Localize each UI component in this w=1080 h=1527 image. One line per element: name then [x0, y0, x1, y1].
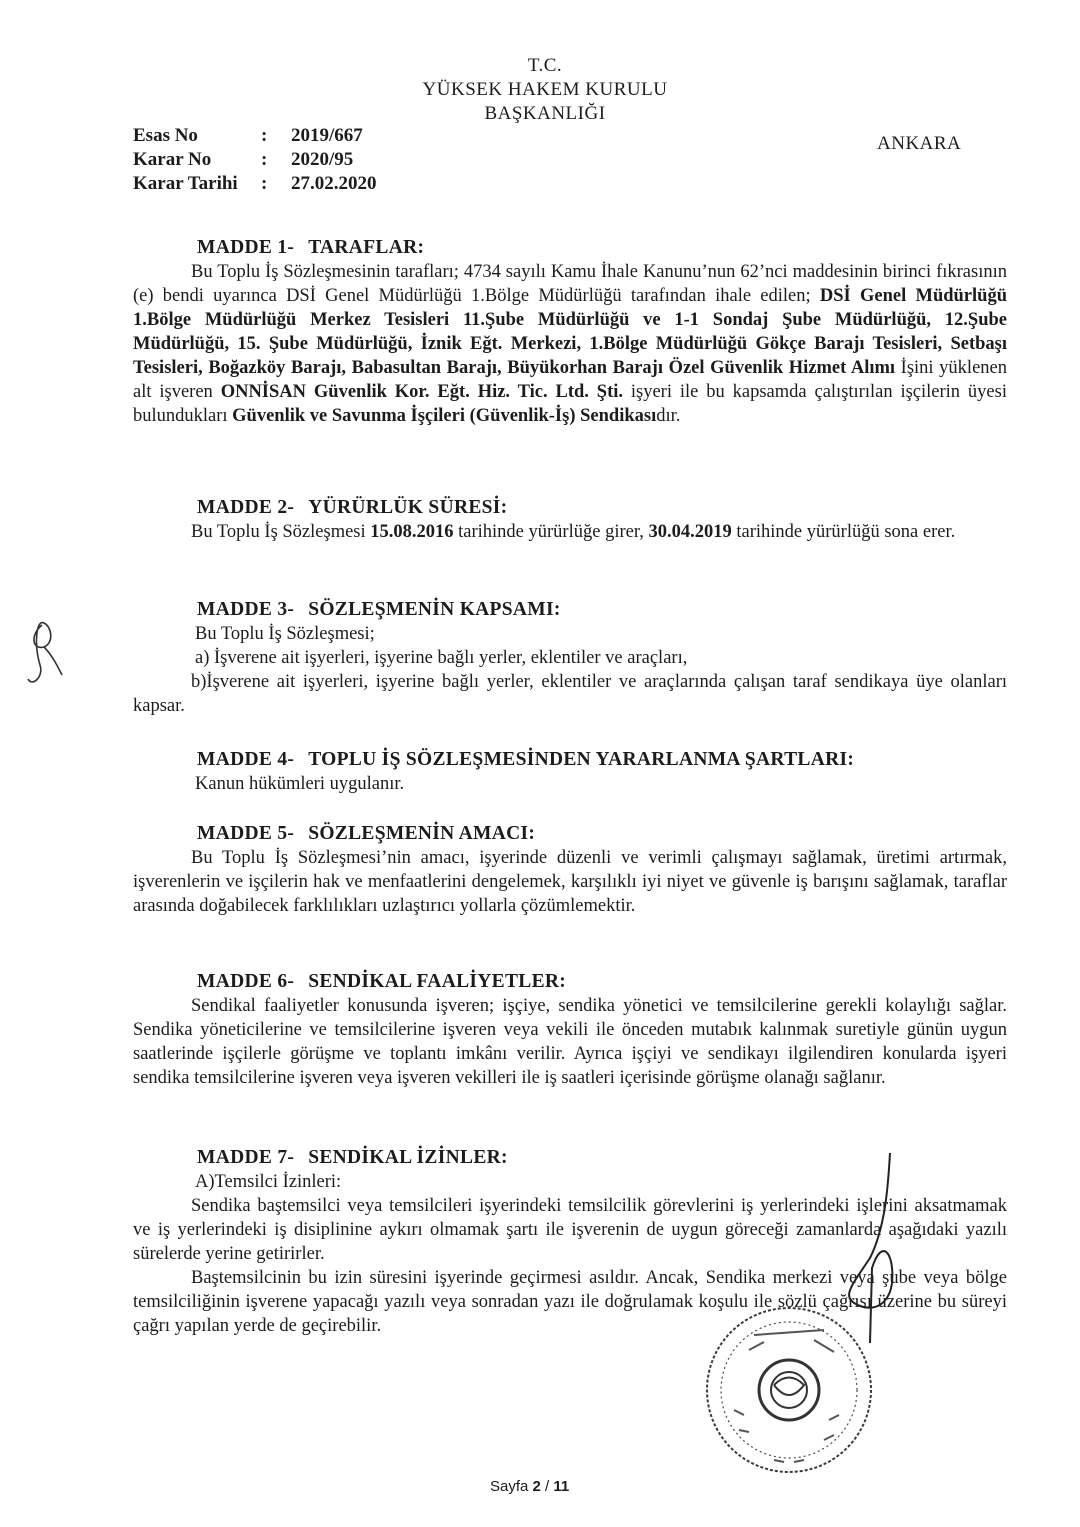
article-number: MADDE 1- — [197, 237, 295, 258]
header-office: BAŞKANLIĞI — [484, 103, 606, 124]
karar-label: Karar No — [133, 149, 212, 170]
article-paragraph: Baştemsilcinin bu izin süresini işyerinde geçirmesi asıldır. Ancak, Sendika merkezi veya şube veya bölge temsilciliğinin işverene yapacağı yazılı veya sonradan yazı ile doğrulamak koşulu ile sözlü çağrısı üzerine bu süreyi çağrı yapılan yerde de geçirebilir. — [133, 1268, 1007, 1336]
official-stamp-icon — [694, 1290, 884, 1490]
article-title: SENDİKAL İZİNLER: — [308, 1147, 508, 1168]
colon: : — [261, 125, 268, 146]
colon: : — [261, 149, 268, 170]
page-number: Sayfa 2 / 11 — [490, 1478, 570, 1495]
article-paragraph: A)Temsilci İzinleri: — [195, 1172, 342, 1192]
article-6 — [133, 970, 1007, 1090]
article-paragraph: Bu Toplu İş Sözleşmesi 15.08.2016 tarihinde yürürlüğe girer, 30.04.2019 tarihinde yürürlüğü sona erer. — [191, 522, 956, 542]
article-paragraph: Bu Toplu İş Sözleşmesinin tarafları; 4734 sayılı Kamu İhale Kanunu’nun 62’nci maddesinin birinci fıkrasının (e) bendi uyarınca DSİ Genel Müdürlüğü 1.Bölge Müdürlüğü tarafından ihale edilen; DSİ Genel Müdürlüğü 1.Bölge Müdürlüğü Merkez Tesisleri 11.Şube Müdürlüğü ve 1-1 Sondaj Şube Müdürlüğü, 12.Şube Müdürlüğü, 15. Şube Müdürlüğü, İznik Eğt. Merkezi, 1.Bölge Müdürlüğü Gökçe Barajı Tesisleri, Setbaşı Tesisleri, Boğazköy Barajı, Babasultan Barajı, Büyükorhan Barajı Özel Güvenlik Hizmet Alımı İşini yüklenen alt işveren ONNİSAN Güvenlik Kor. Eğt. Hiz. Tic. Ltd. Şti. işyeri ile bu kapsamda çalıştırılan işçilerin üyesi bulundukları Güvenlik ve Savunma İşçileri (Güvenlik-İş) Sendikasıdır. — [133, 262, 1007, 426]
city: ANKARA — [877, 133, 962, 154]
article-number: MADDE 3- — [197, 599, 295, 620]
article-paragraph: Sendikal faaliyetler konusunda işveren; işçiye, sendika yönetici ve temsilcilerine gerekli kolaylığı sağlar. Sendika yöneticilerine ve temsilcilerine işveren veya vekili ile önceden mutabık kalınmak suretiyle günün uygun saatlerinde işçilerle görüşme ve toplantı imkânı verilir. Ayrıca işçiyi ve sendikayı ilgilendiren konularda işyeri sendika temsilcilerine işveren veya işveren vekilleri ile iş saatleri içerisinde görüşme olanağı sağlanır. — [133, 996, 1007, 1088]
esas-row — [133, 124, 377, 148]
institution-header — [380, 54, 710, 126]
article-5 — [133, 822, 1007, 918]
article-heading — [197, 970, 1007, 994]
article-paragraph: Sendika baştemsilci veya temsilcileri işyerindeki temsilcilik görevlerini iş yerlerindeki işlerini aksatmamak ve iş yerlerindeki iş disiplinine aykırı olmamak şartı ile işverenin de uygun göreceği zamanlarda aşağıdaki yazılı sürelerde yerine getirirler. — [133, 1196, 1007, 1264]
article-paragraph: Kanun hükümleri uygulanır. — [195, 774, 405, 794]
tarih-row — [133, 172, 377, 196]
article-number: MADDE 6- — [197, 971, 295, 992]
article-title: SÖZLEŞMENİN AMACI: — [308, 823, 536, 844]
tarih-label: Karar Tarihi — [133, 173, 238, 194]
article-heading — [197, 236, 1007, 260]
article-3 — [133, 598, 1007, 718]
header-tc: T.C. — [527, 55, 563, 76]
article-title: SENDİKAL FAALİYETLER: — [308, 971, 567, 992]
article-1 — [133, 236, 1007, 428]
article-title: SÖZLEŞMENİN KAPSAMI: — [308, 599, 561, 620]
esas-label: Esas No — [133, 125, 198, 146]
article-heading — [197, 598, 1007, 622]
article-heading — [197, 496, 1007, 520]
karar-row — [133, 148, 377, 172]
article-number: MADDE 7- — [197, 1147, 295, 1168]
article-heading — [197, 748, 1007, 772]
article-paragraph: Bu Toplu İş Sözleşmesi; — [195, 624, 375, 644]
article-title: TOPLU İŞ SÖZLEŞMESİNDEN YARARLANMA ŞARTLARI: — [308, 749, 855, 770]
article-paragraph: b)İşverene ait işyerleri, işyerine bağlı yerler, eklentiler ve araçlarında çalışan taraf sendikaya üye olanları kapsar. — [133, 672, 1007, 716]
article-number: MADDE 5- — [197, 823, 295, 844]
article-2 — [133, 496, 1007, 544]
colon: : — [261, 173, 268, 194]
article-paragraph: a) İşverene ait işyerleri, işyerine bağlı yerler, eklentiler ve araçları, — [195, 648, 688, 668]
handwritten-initial-icon — [22, 615, 72, 695]
header-court: YÜKSEK HAKEM KURULU — [422, 79, 668, 100]
article-number: MADDE 4- — [197, 749, 295, 770]
case-meta — [133, 124, 377, 196]
article-4 — [133, 748, 1007, 796]
article-number: MADDE 2- — [197, 497, 295, 518]
article-heading — [197, 822, 1007, 846]
article-paragraph: Bu Toplu İş Sözleşmesi’nin amacı, işyerinde düzenli ve verimli çalışmayı sağlamak, üretimi artırmak, işverenlerin ve işçilerin hak ve menfaatlerini dengelemek, karşılıklı iyi niyet ve güvenle iş barışını sağlamak, taraflar arasında doğabilecek farklılıkları uzlaştırıcı yollarla çözümlemektir. — [133, 848, 1007, 916]
article-title: YÜRÜRLÜK SÜRESİ: — [308, 497, 508, 518]
tarih-value: 27.02.2020 — [291, 173, 377, 194]
article-title: TARAFLAR: — [308, 237, 425, 258]
karar-value: 2020/95 — [291, 149, 354, 170]
esas-value: 2019/667 — [291, 125, 363, 146]
